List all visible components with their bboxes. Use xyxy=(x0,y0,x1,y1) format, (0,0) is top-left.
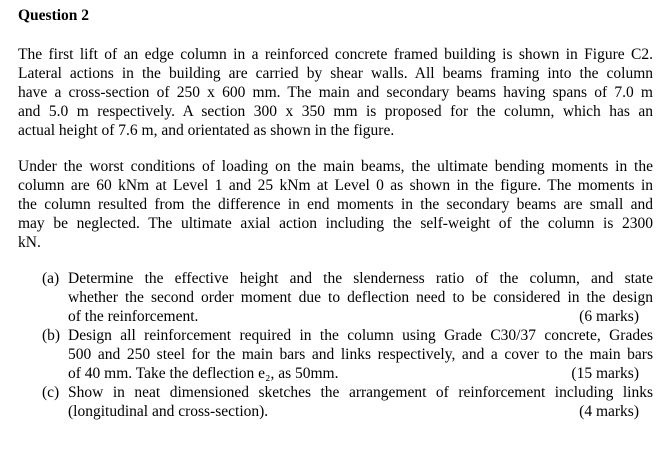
paragraph1-line: actual height of 7.6 m, and orientated as shown in the figure. xyxy=(18,122,395,139)
paragraph2-line: Under the worst conditions of loading on the main beams, the ultimate bending moments in the xyxy=(18,158,653,175)
paragraph1-line: Lateral actions in the building are carried by shear walls. All beams framing into the column xyxy=(18,65,653,82)
part-line: Show in neat dimensioned sketches the arrangement of reinforcement including links xyxy=(68,384,653,401)
question-part-c xyxy=(18,383,653,421)
part-marks: (15 marks) xyxy=(571,365,639,382)
part-label: (b) xyxy=(42,327,61,344)
part-label: (a) xyxy=(42,270,60,287)
paragraph1-line: have a cross-section of 250 x 600 mm. The main and secondary beams having spans of 7.0 m xyxy=(18,84,653,101)
part-line: 500 and 250 steel for the main bars and links respectively, and a cover to the main bars xyxy=(68,346,653,363)
part-line-last xyxy=(68,307,653,326)
part-line-text: (longitudinal and cross-section). xyxy=(68,403,269,420)
paragraph2-line: the column resulted from the difference in end moments in the secondary beams are small and xyxy=(18,196,653,213)
paragraph1-line: The first lift of an edge column in a reinforced concrete framed building is shown in Figure C2. xyxy=(18,46,653,63)
part-marks: (6 marks) xyxy=(579,308,639,325)
part-label: (c) xyxy=(42,384,60,401)
paragraph2-line: kN. xyxy=(18,234,41,251)
question-page xyxy=(18,6,653,421)
question-heading: Question 2 xyxy=(18,7,90,24)
paragraph1-line: and 5.0 m respectively. A section 300 x 350 mm is proposed for the column, which has an xyxy=(18,103,653,120)
part-line-text: of 40 mm. Take the deflection e₂, as 50mm. xyxy=(68,365,339,382)
question-part-b xyxy=(18,326,653,383)
part-line: Design all reinforcement required in the column using Grade C30/37 concrete, Grades xyxy=(68,327,653,344)
paragraph-column-description xyxy=(18,45,653,140)
part-line: whether the second order moment due to deflection need to be considered in the design xyxy=(68,289,653,306)
part-line-last xyxy=(68,364,653,383)
question-parts-list xyxy=(18,269,653,421)
paragraph2-line: may be neglected. The ultimate axial action including the self-weight of the column is 2300 xyxy=(18,215,653,232)
part-marks: (4 marks) xyxy=(579,403,639,420)
part-line-text: of the reinforcement. xyxy=(68,308,199,325)
part-line-last xyxy=(68,402,653,421)
paragraph2-line: column are 60 kNm at Level 1 and 25 kNm at Level 0 as shown in the figure. The moments in xyxy=(18,177,653,194)
question-part-a xyxy=(18,269,653,326)
part-line: Determine the effective height and the slenderness ratio of the column, and state xyxy=(68,270,653,287)
paragraph-loading-conditions xyxy=(18,157,653,252)
